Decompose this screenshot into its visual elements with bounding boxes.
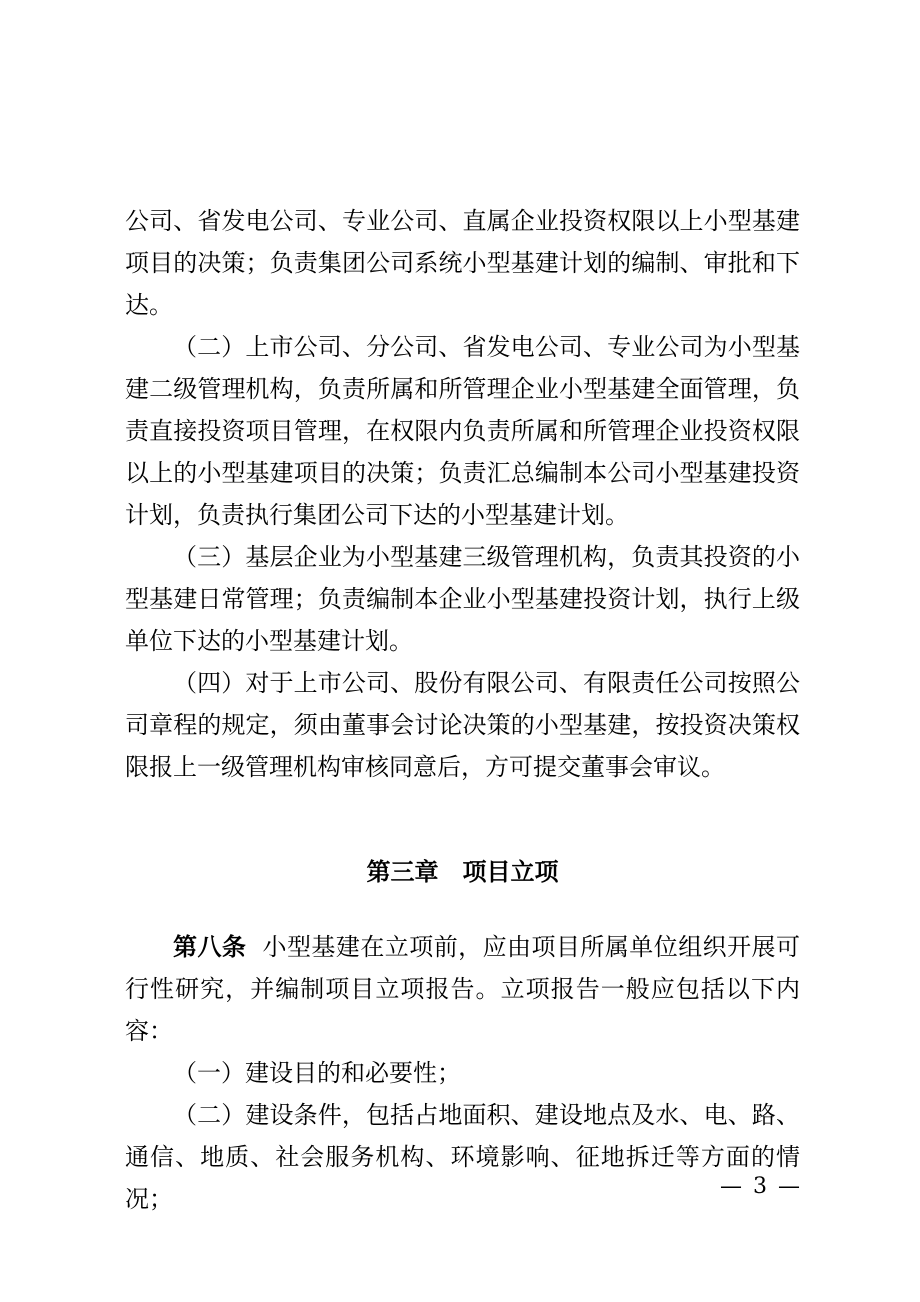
- paragraph-continuation: 公司、省发电公司、专业公司、直属企业投资权限以上小型基建项目的决策；负责集团公司系统小型基建计划的编制、审批和下达。: [125, 207, 800, 319]
- article-paragraph: [125, 926, 800, 1052]
- paragraph-item-2: （二）上市公司、分公司、省发电公司、专业公司为小型基建二级管理机构，负责所属和所管理企业小型基建全面管理，负责直接投资项目管理，在权限内负责所属和所管理企业投资权限以上的小型基建项目的决策；负责汇总编制本公司小型基建投资计划，负责执行集团公司下达的小型基建计划。: [125, 333, 800, 529]
- chapter-number: 第三章: [366, 858, 439, 886]
- article-label: 第八条: [173, 933, 247, 961]
- paragraph-item-3: （三）基层企业为小型基建三级管理机构，负责其投资的小型基建日常管理；负责编制本企业小型基建投资计划，执行上级单位下达的小型基建计划。: [125, 543, 800, 655]
- chapter-title-text: 项目立项: [462, 858, 559, 886]
- list-item-2: （二）建设条件，包括占地面积、建设地点及水、电、路、通信、地质、社会服务机构、环境影响、征地拆迁等方面的情况；: [125, 1101, 800, 1213]
- body-text-top: [125, 200, 800, 788]
- article-text: 小型基建在立项前，应由项目所属单位组织开展可行性研究，并编制项目立项报告。立项报告一般应包括以下内容：: [125, 933, 801, 1045]
- list-item-1: （一）建设目的和必要性；: [173, 1059, 461, 1087]
- page-number: — 3 —: [720, 1174, 802, 1199]
- paragraph-item-4: （四）对于上市公司、股份有限公司、有限责任公司按照公司章程的规定，须由董事会讨论决策的小型基建，按投资决策权限报上一级管理机构审核同意后，方可提交董事会审议。: [125, 669, 800, 781]
- body-text-article: [125, 926, 800, 1220]
- chapter-heading: [125, 852, 800, 892]
